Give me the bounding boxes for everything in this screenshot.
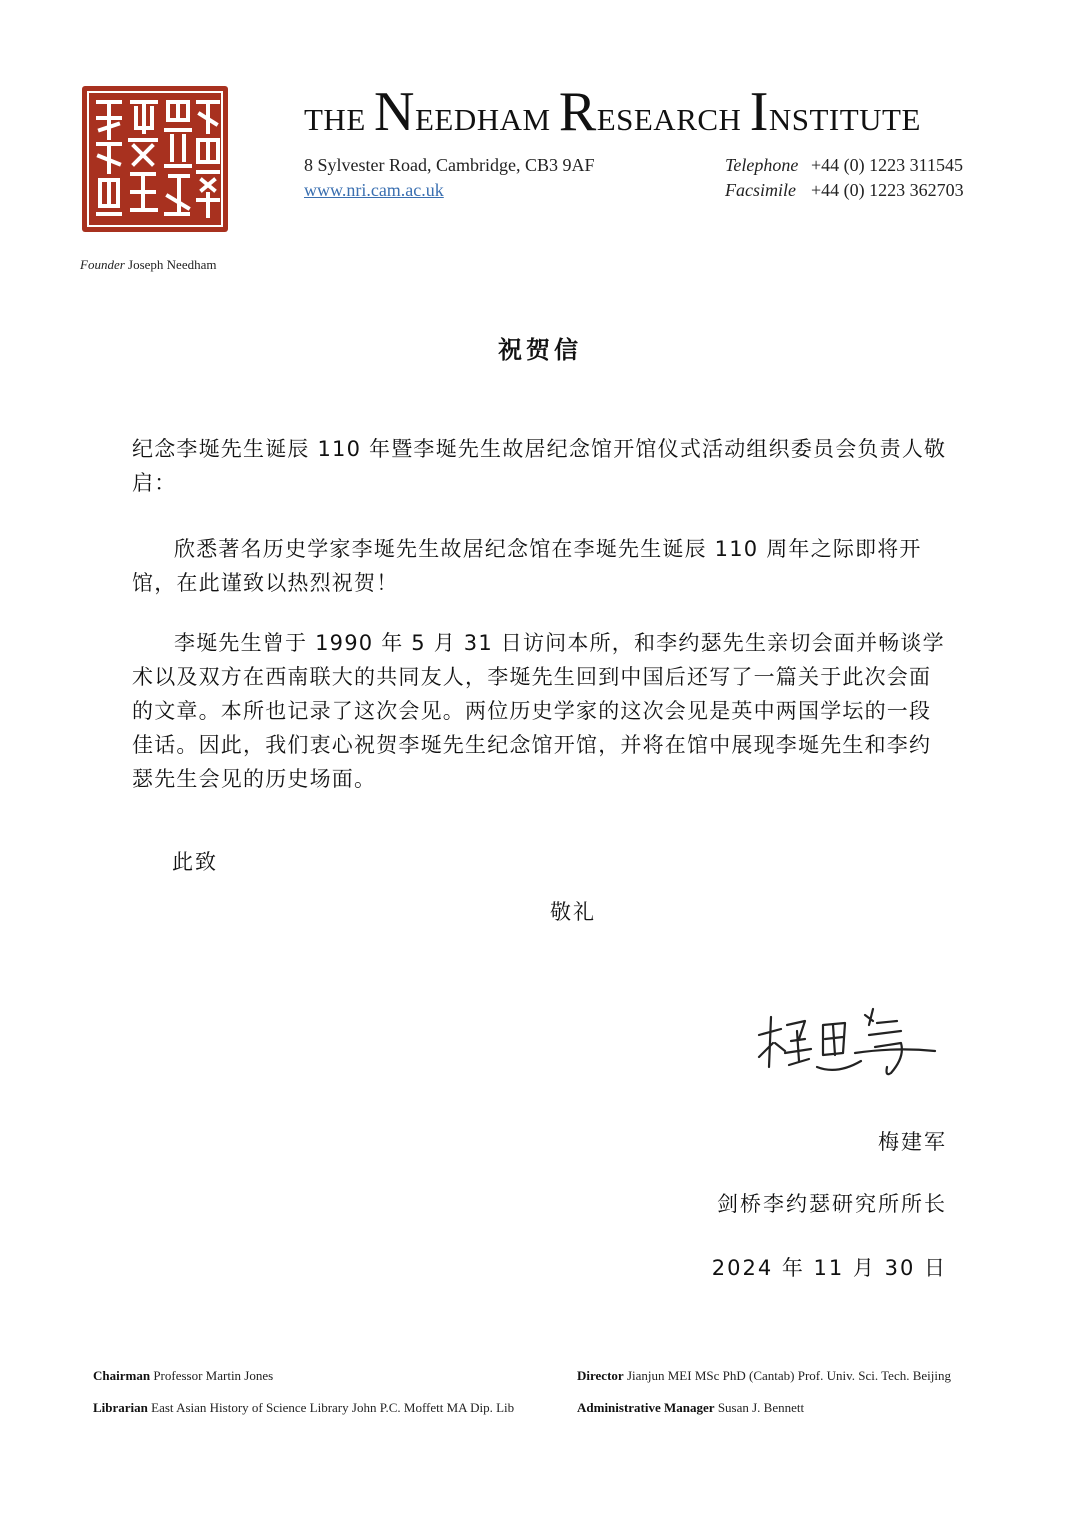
letter-title: 祝贺信: [498, 336, 582, 364]
institute-name: [304, 80, 921, 144]
director-label: Director: [577, 1368, 624, 1383]
letter-paragraph-2: 李埏先生曾于 1990 年 5 月 31 日访问本所，和李约瑟先生亲切会面并畅谈学术以及双方在西南联大的共同友人，李埏先生回到中国后还写了一篇关于此次会面的文章。本所也记录了这次会见。两位历史学家的这次会见是英中两国学坛的一段佳话。因此，我们衷心祝贺李埏先生纪念馆开馆，并将在馆中展现李埏先生和李约瑟先生会见的历史场面。: [132, 631, 945, 791]
founder-label: Founder: [80, 257, 125, 272]
name-the: THE: [304, 102, 375, 137]
chairman-name: Professor Martin Jones: [153, 1368, 274, 1383]
telephone-label: Telephone: [725, 155, 799, 175]
signer-name: 梅建军: [878, 1130, 947, 1154]
closing-greeting: 此致: [172, 850, 218, 874]
letter-salutation: 纪念李埏先生诞辰 110 年暨李埏先生故居纪念馆开馆仪式活动组织委员会负责人敬启：: [132, 437, 947, 495]
footer-librarian: [93, 1400, 514, 1416]
name-n-rest: EEDHAM: [414, 102, 559, 137]
name-i-cap: I: [749, 81, 769, 143]
admin-manager-label: Administrative Manager: [577, 1400, 715, 1415]
name-n-cap: N: [374, 81, 415, 143]
name-r-cap: R: [558, 81, 597, 143]
website-link[interactable]: www.nri.cam.ac.uk: [304, 180, 444, 200]
founder-credit: [80, 257, 216, 273]
facsimile-line: [725, 180, 964, 201]
librarian-name: East Asian History of Science Library John P.C. Moffett MA Dip. Lib: [151, 1400, 515, 1415]
director-name: Jianjun MEI MSc PhD (Cantab) Prof. Univ. Sci. Tech. Beijing: [626, 1368, 951, 1383]
admin-manager-name: Susan J. Bennett: [717, 1400, 805, 1415]
institute-address: 8 Sylvester Road, Cambridge, CB3 9AF: [304, 155, 595, 175]
name-i-rest: NSTITUTE: [768, 102, 921, 137]
footer-director: [577, 1368, 951, 1384]
founder-name: Joseph Needham: [128, 257, 217, 272]
telephone-number: +44 (0) 1223 311545: [811, 155, 963, 175]
librarian-label: Librarian: [93, 1400, 148, 1415]
name-r-rest: ESEARCH: [596, 102, 750, 137]
facsimile-number: +44 (0) 1223 362703: [811, 180, 964, 200]
telephone-line: [725, 155, 963, 176]
letter-date: 2024 年 11 月 30 日: [711, 1256, 947, 1280]
facsimile-label: Facsimile: [725, 180, 796, 200]
chairman-label: Chairman: [93, 1368, 151, 1383]
handwritten-signature: [745, 995, 940, 1095]
footer-admin-manager: [577, 1400, 804, 1416]
footer-chairman: [93, 1368, 273, 1384]
letter-paragraph-1: 欣悉著名历史学家李埏先生故居纪念馆在李埏先生诞辰 110 周年之际即将开馆，在此谨致以热烈祝贺！: [132, 537, 922, 595]
signer-title: 剑桥李约瑟研究所所长: [717, 1192, 947, 1216]
closing-regards: 敬礼: [550, 900, 596, 924]
institute-seal-logo: [80, 84, 230, 234]
